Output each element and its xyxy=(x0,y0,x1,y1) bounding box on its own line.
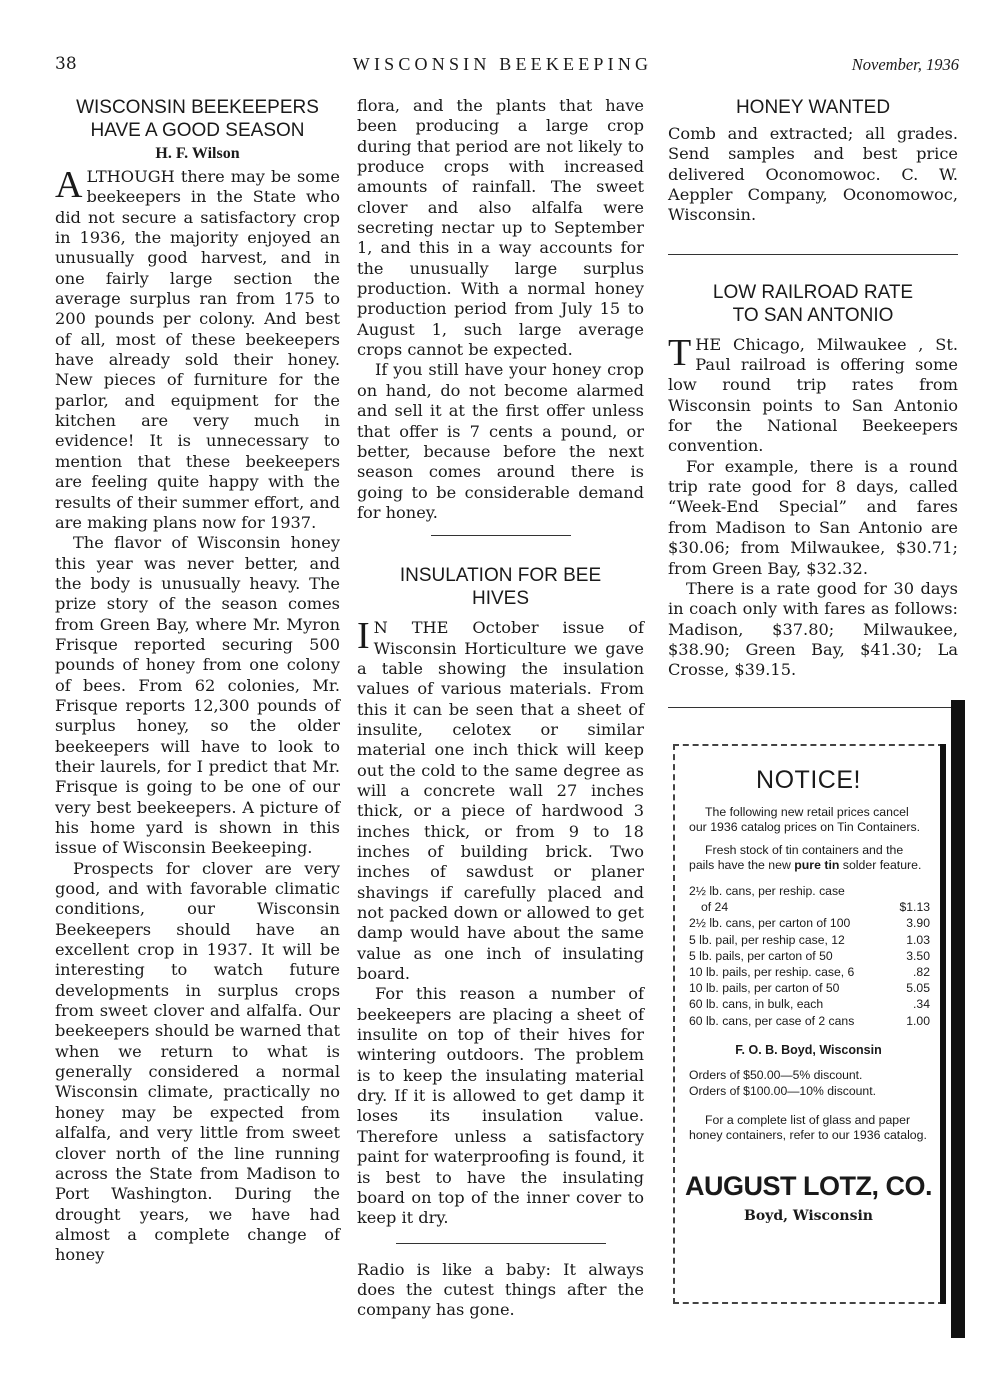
price-item-label: 60 lb. cans, per case of 2 cans xyxy=(689,1013,855,1028)
decorative-shadow xyxy=(940,744,946,1304)
price-item xyxy=(689,915,930,931)
article-title-line: LOW RAILROAD RATE xyxy=(712,281,914,303)
drop-cap: I xyxy=(357,615,370,658)
article-paragraph: flora, and the plants that have been producing a large crop during that period are not likely to produce crops with increased amounts of rainfall. The sweet clover and also alfalfa were secreting nectar up to September 1, and this in a way accounts for the unusually large surplus production. With a normal honey production period from July 15 to August 1, such large average crops cannot be expected. xyxy=(357,96,644,360)
price-rows xyxy=(689,915,930,1028)
drop-cap: A xyxy=(55,164,83,206)
article-paragraph: If you still have your honey crop on hand, do not become alarmed and sell it at the first offer unless that offer is 7 cents a pound, or better, because before the next season comes around there is going to be considerable demand for honey. xyxy=(357,360,644,522)
price-item-label: of 24 xyxy=(701,900,729,915)
notice-paragraph: For a complete list of glass and paper honey containers, refer to our 1936 catalog. xyxy=(689,1113,927,1143)
notice-text: solder feature. xyxy=(839,858,922,872)
article-paragraph: There is a rate good for 30 days in coach only with fares as follows: Madison, $37.80; Milwaukee, $38.90; Green Bay, $41.30; La Crosse, $39.15. xyxy=(668,578,958,680)
company-location: Boyd, Wisconsin xyxy=(744,1208,873,1225)
paragraph-text: HE Chicago, Milwaukee , St. Paul railroad is offering some low round trip rates from Wisconsin points to San Antonio for the National Beekeepers convention. xyxy=(668,334,958,456)
price-item xyxy=(689,996,930,1012)
divider xyxy=(668,254,958,255)
publication-title: WISCONSIN BEEKEEPING xyxy=(352,54,653,74)
article-title xyxy=(357,564,644,610)
notice-paragraph: The following new retail prices cancel our 1936 catalog prices on Tin Containers. xyxy=(689,805,921,834)
article-paragraph xyxy=(55,164,340,533)
price-value: 3.90 xyxy=(906,916,930,931)
column-1 xyxy=(55,96,340,1266)
price-list xyxy=(689,883,930,1029)
divider xyxy=(668,707,958,708)
price-item xyxy=(689,964,930,980)
article-title-line: HAVE A GOOD SEASON xyxy=(90,120,305,141)
page-header xyxy=(0,52,1005,82)
article-paragraph: The flavor of Wisconsin honey this year was never better, and the body is unusually heavy. The prize story of the season comes from Green Bay, where Mr. Myron Frisque reported securing 500 pounds of honey from one colony of bees. From 62 colonies, Mr. Frisque reports 12,300 pounds of surplus honey, so the older beekeepers will have to look to their laurels, for I predict that Mr. Frisque is going to be one of our very best beekeepers. A picture of his home yard is shown in this issue of Wisconsin Beekeeping. xyxy=(55,533,340,858)
notice-text: Fresh stock of tin containers and the pails have the new xyxy=(689,843,904,872)
column-2 xyxy=(357,96,644,1321)
company-name: AUGUST LOTZ, CO. xyxy=(685,1171,932,1202)
article-paragraph xyxy=(357,615,644,984)
discount-line: Orders of $50.00—5% discount. xyxy=(689,1067,863,1082)
decorative-bar xyxy=(951,700,965,1338)
price-value: 3.50 xyxy=(906,948,930,963)
article-paragraph xyxy=(668,331,958,457)
price-item-label: 10 lb. pails, per carton of 50 xyxy=(689,981,840,996)
article-title-line: HIVES xyxy=(471,588,530,610)
article-paragraph: Prospects for clover are very good, and with favorable climatic conditions, our Wisconsin Beekeepers should have an excellent crop in 1937. It will be interesting to watch future developments in surplus crops from sweet clover and alfalfa. Our beekeepers should be warned that when we return to what is generally considered a normal Wisconsin climate, practically no honey may be expected from alfalfa, and very little from sweet clover north of the line running across the State from Madison to Port Washington. During the drought years, we have had almost a complete change of honey xyxy=(55,858,340,1265)
filler-paragraph: Radio is like a baby: It always does the cutest things after the company has gone. xyxy=(357,1259,644,1320)
price-value: 1.03 xyxy=(906,932,930,947)
price-item-label: 5 lb. pail, per reship case, 12 xyxy=(689,932,845,947)
byline: H. F. Wilson xyxy=(155,145,240,162)
drop-cap: T xyxy=(668,331,692,374)
article-paragraph: For this reason a number of beekeepers are placing a sheet of insulite on top of their hives for wintering outdoors. The problem is to keep the insulating material dry. If it is allowed to get damp it loses its insulation value. Therefore unless a satisfactory paint for waterproofing is found, it is best to have the insulating board on top of the inner cover to keep it dry. xyxy=(357,984,644,1228)
price-value: 5.05 xyxy=(906,981,930,996)
price-item-label: 5 lb. pails, per carton of 50 xyxy=(689,948,833,963)
article-title xyxy=(668,281,958,327)
column-3 xyxy=(668,96,958,708)
divider xyxy=(396,1243,606,1244)
notice-bold-text: pure tin xyxy=(794,858,840,872)
price-value: $1.13 xyxy=(899,900,930,915)
price-item xyxy=(689,1013,930,1029)
price-value: .82 xyxy=(913,965,930,980)
price-item-label: 60 lb. cans, in bulk, each xyxy=(689,997,824,1012)
ad-text: Comb and extracted; all grades. Send samples and best price delivered Oconomowoc. C. W. Aeppler Company, Oconomowoc, Wisconsin. xyxy=(668,124,958,225)
issue-date: November, 1936 xyxy=(851,55,959,74)
price-item xyxy=(689,932,930,948)
ad-title: HONEY WANTED xyxy=(735,97,891,118)
notice-ad xyxy=(673,744,944,1304)
article-paragraph: For example, there is a round trip rate good for 8 days, called “Week-End Special” and fares from Madison to San Antonio are $30.06; from Milwaukee, $30.71; from Green Bay, $32.32. xyxy=(668,456,958,578)
price-item xyxy=(689,899,930,915)
article-title-line: TO SAN ANTONIO xyxy=(732,304,894,326)
price-item-label: 10 lb. pails, per reship. case, 6 xyxy=(689,965,855,980)
article-title xyxy=(55,96,340,142)
discount-line: Orders of $100.00—10% discount. xyxy=(689,1084,876,1099)
page-number: 38 xyxy=(55,54,77,74)
notice-seller: F. O. B. Boyd, Wisconsin xyxy=(735,1042,882,1057)
price-item xyxy=(689,980,930,996)
paragraph-text: N THE October issue of Wisconsin Horticulture we gave a table showing the insulation values of various materials. From this it can be seen that a sheet of insulite, celotex or similar material one inch thick will keep out the cold to the same degree as will a concrete wall 27 inches thick, or a piece of hardwood 3 inches thick, or from 9 to 18 inches of building brick. Two inches of sawdust or planer shavings if carefully placed and not packed down or allowed to get damp would have about the same value as one inch of insulating board. xyxy=(357,618,644,984)
price-value: .34 xyxy=(913,997,930,1012)
price-item-label: 2½ lb. cans, per carton of 100 xyxy=(689,916,851,931)
price-item: 2½ lb. cans, per reship. case xyxy=(689,884,845,898)
notice-title: NOTICE! xyxy=(756,766,861,794)
divider xyxy=(431,535,571,536)
article-title-line: WISCONSIN BEEKEEPERS xyxy=(76,97,319,118)
notice-paragraph xyxy=(689,843,928,873)
article-title-line: INSULATION FOR BEE xyxy=(399,565,602,587)
price-item xyxy=(689,948,930,964)
price-value: 1.00 xyxy=(906,1013,930,1028)
paragraph-text: LTHOUGH there may be some beekeepers in the State who did not secure a satisfactory crop in 1936, the majority enjoyed an unusually good harvest, and in one fairly large section the average surplus ran from 175 to 200 pounds per colony. And best of all, most of these beekeepers have already sold their honey. New pieces of furniture for the parlor, and equipment for the kitchen are very much in evidence! It is unnecessary to mention that these beekeepers are feeling quite happy with the results of their summer effort, and are making plans now for 1937. xyxy=(55,167,340,532)
